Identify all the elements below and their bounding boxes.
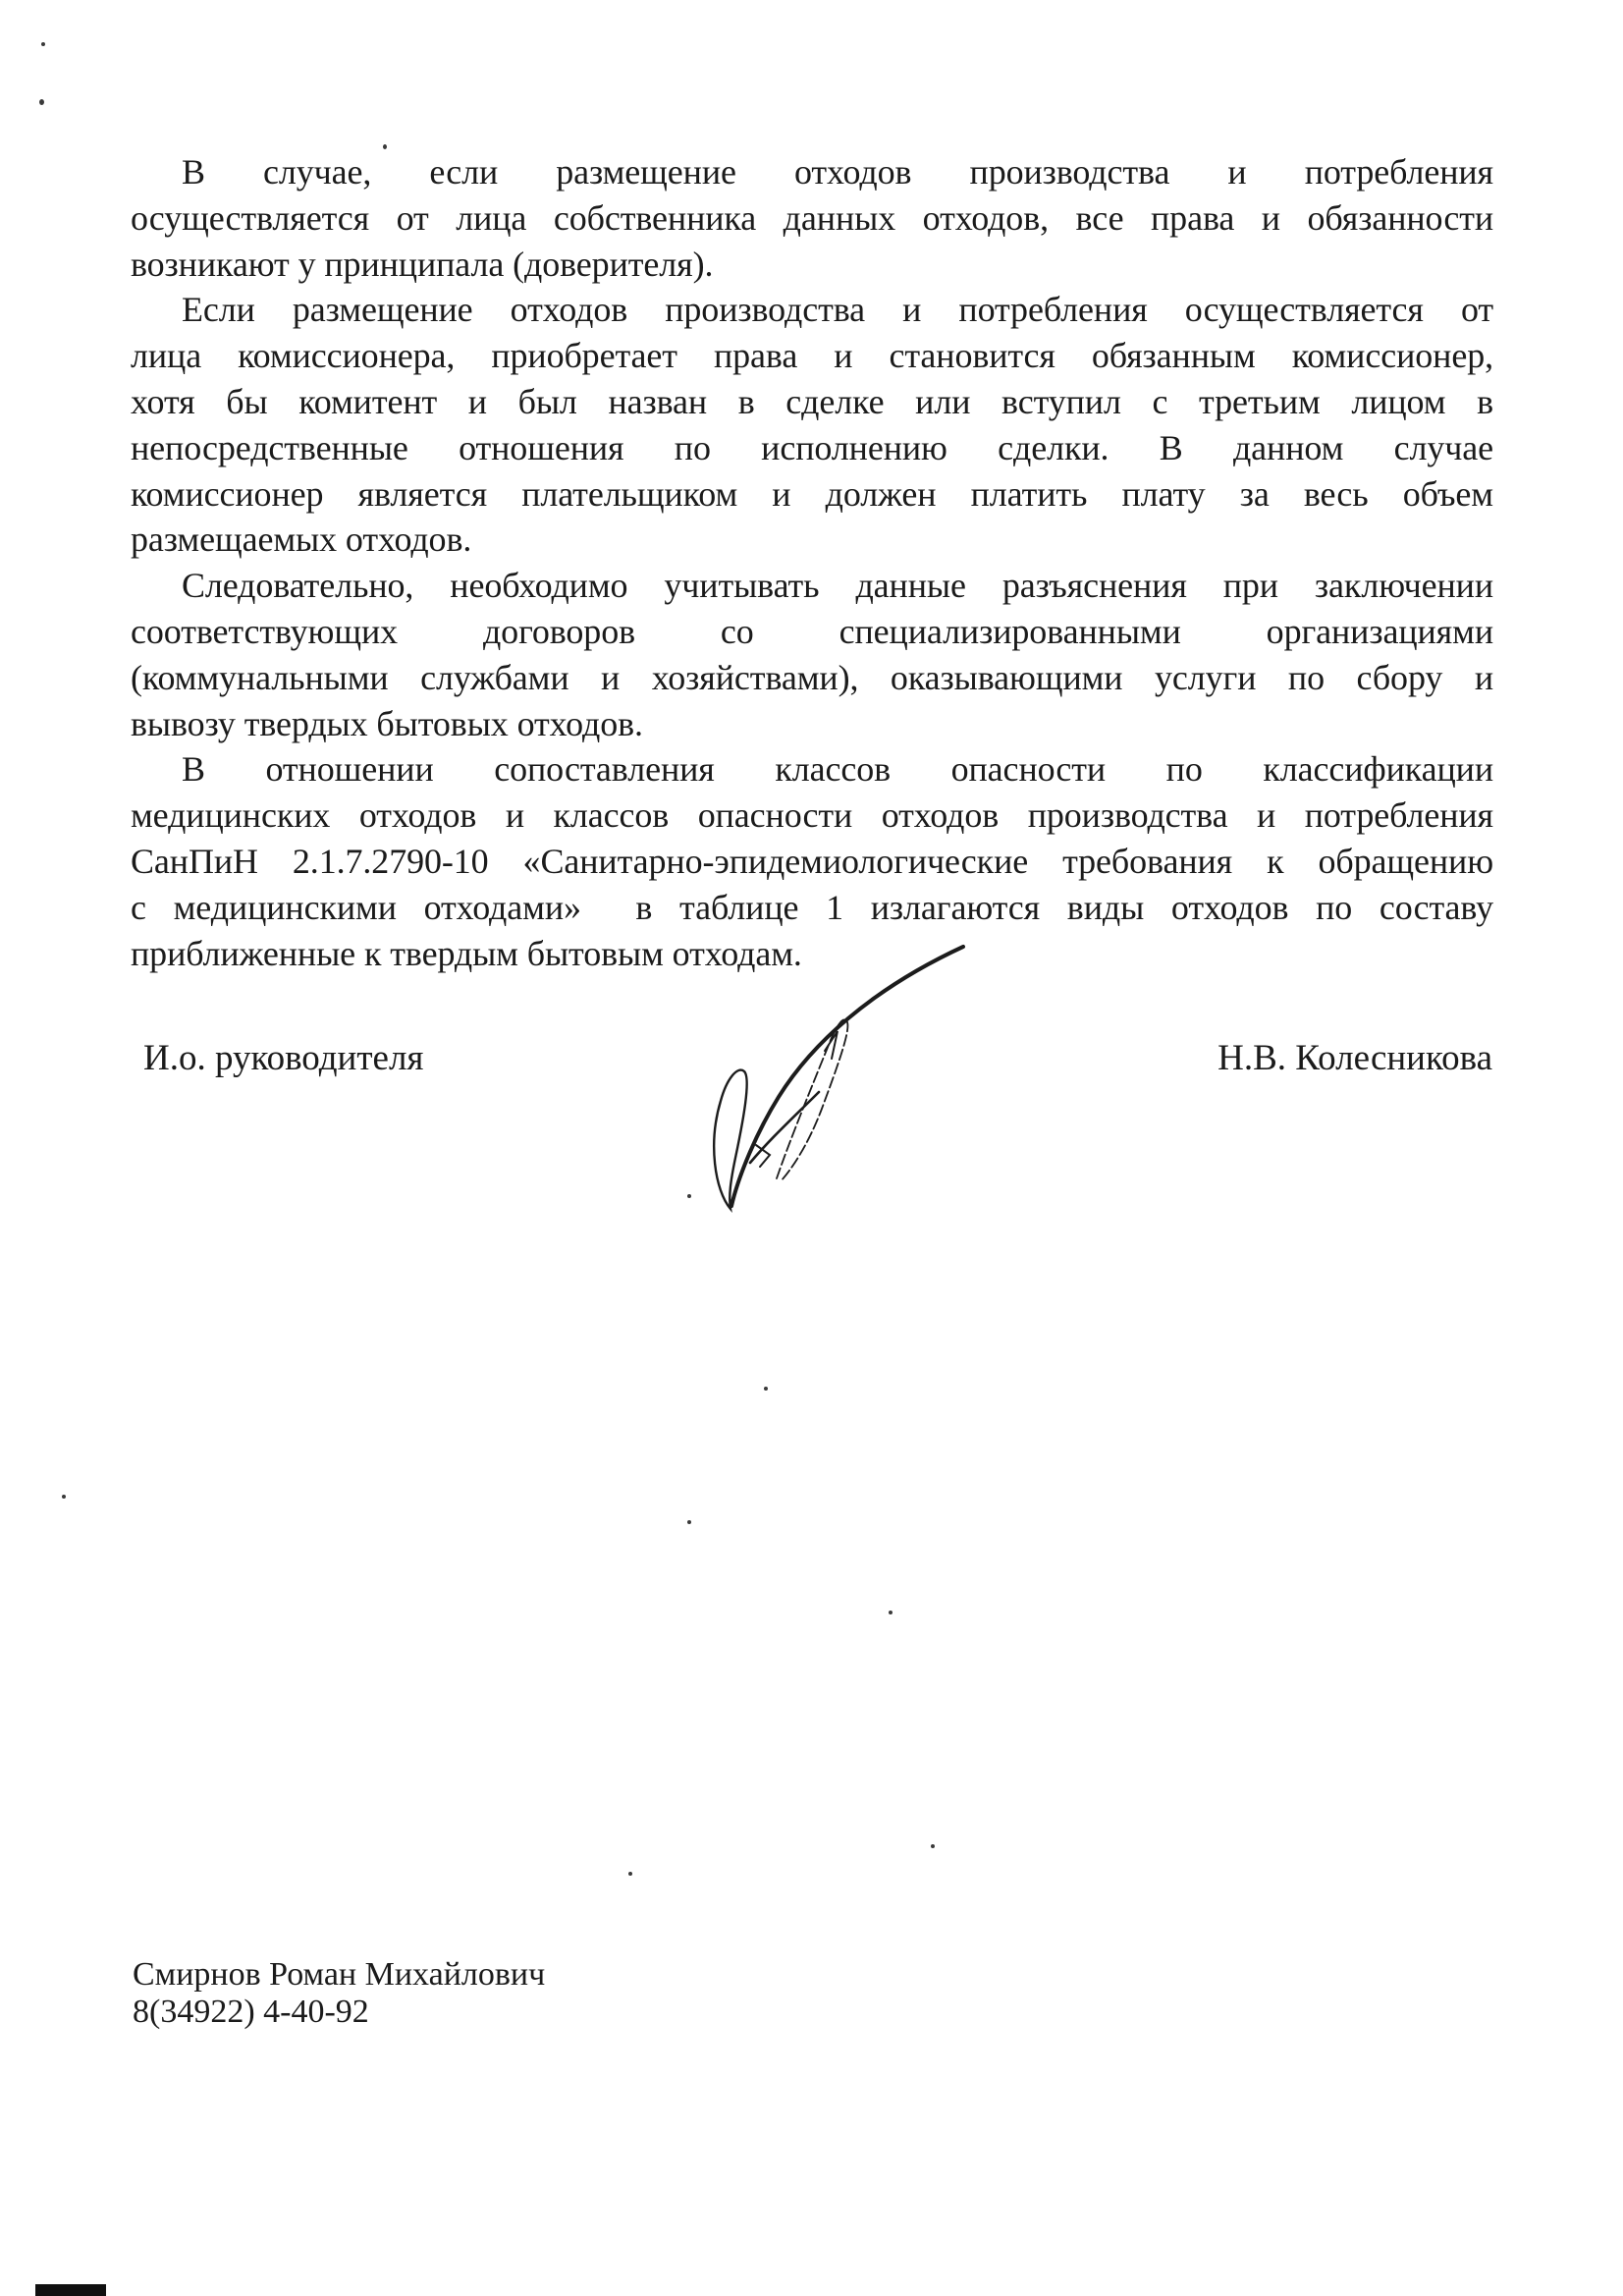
signature-ink <box>677 933 972 1226</box>
text-line: размещаемых отходов. <box>131 519 472 560</box>
text-line: с медицинскими отходами» в таблице 1 излагаются виды отходов по составу <box>131 887 1493 927</box>
scan-speck <box>62 1495 66 1499</box>
scan-speck <box>889 1611 893 1614</box>
text-line: лица комиссионера, приобретает права и становится обязанным комиссионер, <box>131 336 1493 376</box>
paragraph-2 <box>131 287 1493 563</box>
text-line: вывозу твердых бытовых отходов. <box>131 703 643 743</box>
text-line: возникают у принципала (доверителя). <box>131 244 714 284</box>
scan-edge-artifact <box>35 2284 106 2296</box>
signature-row <box>143 1037 1492 1079</box>
text-line: В случае, если размещение отходов производства и потребления <box>182 152 1493 191</box>
scan-speck <box>687 1520 691 1524</box>
text-line: СанПиН 2.1.7.2790-10 «Санитарно-эпидемиологические требования к обращению <box>131 841 1493 881</box>
text-line: медицинских отходов и классов опасности отходов производства и потребления <box>131 795 1493 836</box>
text-line: соответствующих договоров со специализированными организациями <box>131 611 1493 651</box>
scan-speck <box>41 42 45 46</box>
paragraph-1 <box>131 149 1493 287</box>
signer-title: И.о. руководителя <box>143 1038 424 1078</box>
scan-speck <box>764 1387 768 1391</box>
contact-phone: 8(34922) 4-40-92 <box>133 1993 369 2030</box>
text-line: Если размещение отходов производства и потребления осуществляется от <box>182 290 1493 330</box>
text-line: комиссионер является плательщиком и должен платить плату за весь объем <box>131 473 1493 514</box>
paragraph-3 <box>131 563 1493 746</box>
contact-name: Смирнов Роман Михайлович <box>133 1956 546 1993</box>
text-line: приближенные к твердым бытовым отходам. <box>131 933 802 973</box>
scan-speck <box>39 99 44 105</box>
text-line: хотя бы комитент и был назван в сделке или вступил с третьим лицом в <box>131 381 1493 421</box>
contact-footer <box>133 1956 545 2030</box>
scan-speck <box>628 1872 632 1876</box>
scan-speck <box>931 1844 935 1848</box>
signer-name: Н.В. Колесникова <box>1217 1038 1492 1078</box>
text-line: осуществляется от лица собственника данных отходов, все права и обязанности <box>131 197 1493 238</box>
text-line: непосредственные отношения по исполнению сделки. В данном случае <box>131 427 1493 467</box>
text-line: В отношении сопоставления классов опасности по классификации <box>182 749 1493 790</box>
text-line: (коммунальными службами и хозяйствами), оказывающими услуги по сбору и <box>131 657 1493 697</box>
letter-body <box>131 149 1493 976</box>
text-line: Следовательно, необходимо учитывать данные разъяснения при заключении <box>182 566 1493 606</box>
